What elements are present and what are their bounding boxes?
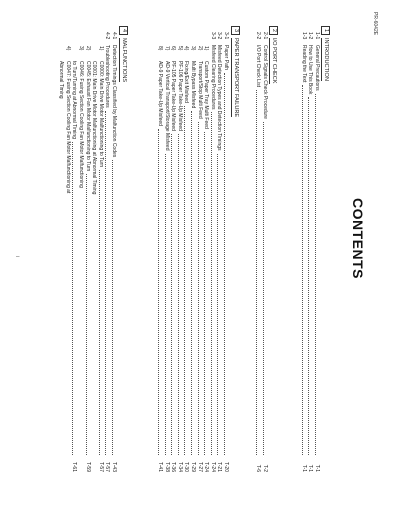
toc-subentry[interactable]: 6) PF-105 Paper Take-Up Misfeed T-36 — [170, 46, 177, 472]
page-number: i — [14, 256, 20, 258]
section-header-io-port-check — [269, 26, 278, 84]
section-label: I/O PORT CHECK — [271, 38, 278, 84]
section-number-box: 4 — [119, 26, 128, 35]
section-entries-1 — [300, 32, 320, 472]
toc-subentry[interactable]: 3) C0046: Fusing Section Cooling Fan Motor Malfunctioning — [78, 46, 85, 188]
section-number-box: 3 — [231, 26, 240, 35]
section-entries-3 — [156, 32, 229, 472]
toc-entry[interactable]: 3-3 Misfeed Clearing Procedures T-24 — [209, 32, 216, 472]
doc-code: PR-6042E — [372, 12, 378, 36]
toc-subentry[interactable]: 4) Fixing/Exit Misfeed T-30 — [183, 46, 190, 472]
section-entries-4 — [58, 32, 117, 472]
toc-subentry[interactable]: 4) C0047: Fusing Section Cooling Fan Motor Malfunctioning at — [64, 46, 71, 194]
section-header-malfunctions — [119, 26, 128, 82]
section-header-paper-transport-failure — [231, 26, 240, 117]
section-label: INTRODUCTION — [323, 38, 330, 81]
section-entries-2 — [255, 32, 268, 472]
toc-entry[interactable]: 3-1 Paper Path T-20 — [223, 32, 229, 472]
toc-subentry[interactable]: 2) C0045: Exhaust Fan Motor Malfunctioning to Turn T-59 — [84, 46, 91, 472]
toc-entry[interactable]: 3-2 Misfeed Detection Types and Detection Timings T-21 — [216, 32, 223, 472]
toc-entry[interactable]: 1-1 General Precautions T-1 — [314, 32, 320, 472]
toc-subentry[interactable]: 5) PF-106 Paper Take-Up Misfeed T-34 — [176, 46, 183, 472]
toc-subentry[interactable]: 8) AD-9 Paper Take-Up Misfeed T-41 — [157, 46, 164, 472]
toc-continuation[interactable]: to Turn/Turning at Abnormal Timing T-61 — [71, 61, 78, 472]
toc-entry[interactable]: 2-2 I/O Port Check List T-6 — [255, 32, 262, 472]
section-header-introduction — [321, 26, 330, 81]
section-label: PAPER TRANSPORT FAILURE — [233, 38, 240, 118]
toc-subentry[interactable]: 7) AD-9 Vertical Transport/Storage Misfeed T-38 — [163, 46, 170, 472]
toc-continuation[interactable]: C0001: Main Drive Motor Malfunctioning at Abnormal Timing — [91, 61, 98, 195]
toc-subentry[interactable]: 3) Multi Bypass Misfeed T-29 — [190, 46, 197, 472]
toc-subentry[interactable]: 1) Custom Paper Tray Multi Feed T-24 — [203, 46, 210, 472]
toc-subentry[interactable]: 1) C0000: Main Drive Motor Malfunctioning to Turn T-57 — [97, 46, 104, 472]
toc-subentry[interactable]: 2) Transport/Stop Multi Feed T-27 — [196, 46, 203, 472]
toc-entry[interactable]: 2-1 Control Signals Check Procedure T-2 — [262, 32, 268, 472]
toc-entry[interactable]: 1-2 How to Use This Book T-1 — [307, 32, 314, 472]
section-number-box: 1 — [321, 26, 330, 35]
toc-entry[interactable]: 1-3 Reading the Text T-1 — [300, 32, 307, 472]
section-label: MALFUNCTIONS — [121, 38, 128, 83]
toc-entry[interactable]: 4-2 Troubleshooting Procedures T-57 — [104, 32, 111, 472]
toc-continuation[interactable]: Abnormal Timing — [58, 61, 65, 99]
page-title: CONTENTS — [350, 198, 366, 279]
toc-entry[interactable]: 4-1 Detection Timings Classified by Malfunction Codes T-43 — [111, 32, 117, 472]
section-number-box: 2 — [269, 26, 278, 35]
